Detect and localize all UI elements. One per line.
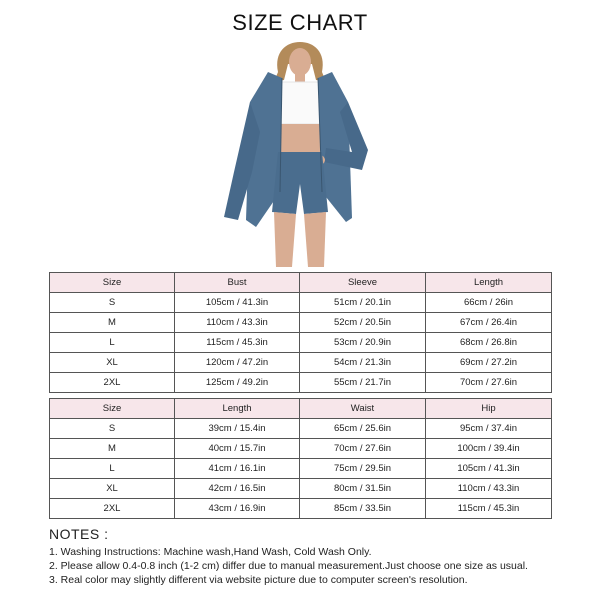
note-item: 2. Please allow 0.4-0.8 inch (1-2 cm) differ due to manual measurement.Just choose one size as usual. (49, 560, 528, 572)
table-row (50, 459, 552, 479)
notes-list (49, 545, 528, 587)
table-cell: 68cm / 26.8in (426, 333, 552, 353)
table-cell: 66cm / 26in (426, 293, 552, 313)
table-cell: 110cm / 43.3in (426, 479, 552, 499)
model-photo (212, 42, 388, 267)
size-cell: L (50, 459, 175, 479)
header-cell: Bust (175, 273, 300, 293)
table-row (50, 333, 552, 353)
table-cell: 70cm / 27.6in (426, 373, 552, 393)
table-cell: 75cm / 29.5in (300, 459, 426, 479)
table-cell: 41cm / 16.1in (175, 459, 300, 479)
header-cell: Length (426, 273, 552, 293)
table-cell: 70cm / 27.6in (300, 439, 426, 459)
header-cell: Size (50, 399, 175, 419)
table-cell: 54cm / 21.3in (300, 353, 426, 373)
size-cell: XL (50, 479, 175, 499)
size-cell: XL (50, 353, 175, 373)
table-cell: 95cm / 37.4in (426, 419, 552, 439)
size-cell: S (50, 293, 175, 313)
table-cell: 53cm / 20.9in (300, 333, 426, 353)
size-cell: L (50, 333, 175, 353)
note-item: 1. Washing Instructions: Machine wash,Hand Wash, Cold Wash Only. (49, 546, 372, 558)
table-cell: 105cm / 41.3in (426, 459, 552, 479)
table-cell: 125cm / 49.2in (175, 373, 300, 393)
table-cell: 51cm / 20.1in (300, 293, 426, 313)
header-cell: Hip (426, 399, 552, 419)
table-cell: 110cm / 43.3in (175, 313, 300, 333)
table-cell: 120cm / 47.2in (175, 353, 300, 373)
size-table-bottom (49, 398, 552, 519)
table-cell: 69cm / 27.2in (426, 353, 552, 373)
size-cell: 2XL (50, 373, 175, 393)
table-row (50, 373, 552, 393)
table-cell: 52cm / 20.5in (300, 313, 426, 333)
table-row (50, 419, 552, 439)
header-cell: Waist (300, 399, 426, 419)
table-row (50, 353, 552, 373)
header-cell: Size (50, 273, 175, 293)
size-cell: M (50, 439, 175, 459)
table-cell: 65cm / 25.6in (300, 419, 426, 439)
table-cell: 42cm / 16.5in (175, 479, 300, 499)
model-crop-top (278, 82, 322, 124)
size-cell: M (50, 313, 175, 333)
size-cell: 2XL (50, 499, 175, 519)
table-cell: 67cm / 26.4in (426, 313, 552, 333)
table-row (50, 293, 552, 313)
note-item: 3. Real color may slightly different via website picture due to computer screen's resolution. (49, 574, 468, 586)
size-table-top (49, 272, 552, 393)
table-cell: 39cm / 15.4in (175, 419, 300, 439)
table-cell: 43cm / 16.9in (175, 499, 300, 519)
table-row (50, 479, 552, 499)
table-row (50, 313, 552, 333)
table-row (50, 499, 552, 519)
model-left-leg (274, 212, 296, 267)
table-cell: 40cm / 15.7in (175, 439, 300, 459)
table-cell: 115cm / 45.3in (175, 333, 300, 353)
header-cell: Sleeve (300, 273, 426, 293)
notes-heading: NOTES : (49, 526, 109, 542)
table-cell: 105cm / 41.3in (175, 293, 300, 313)
table-cell: 85cm / 33.5in (300, 499, 426, 519)
table-header-row (50, 273, 552, 293)
table-cell: 80cm / 31.5in (300, 479, 426, 499)
model-face (289, 48, 311, 76)
table-cell: 100cm / 39.4in (426, 439, 552, 459)
size-cell: S (50, 419, 175, 439)
model-midriff (280, 124, 320, 152)
table-row (50, 439, 552, 459)
header-cell: Length (175, 399, 300, 419)
page-title: SIZE CHART (232, 10, 368, 35)
table-header-row (50, 399, 552, 419)
table-cell: 55cm / 21.7in (300, 373, 426, 393)
table-cell: 115cm / 45.3in (426, 499, 552, 519)
model-right-leg (304, 212, 326, 267)
